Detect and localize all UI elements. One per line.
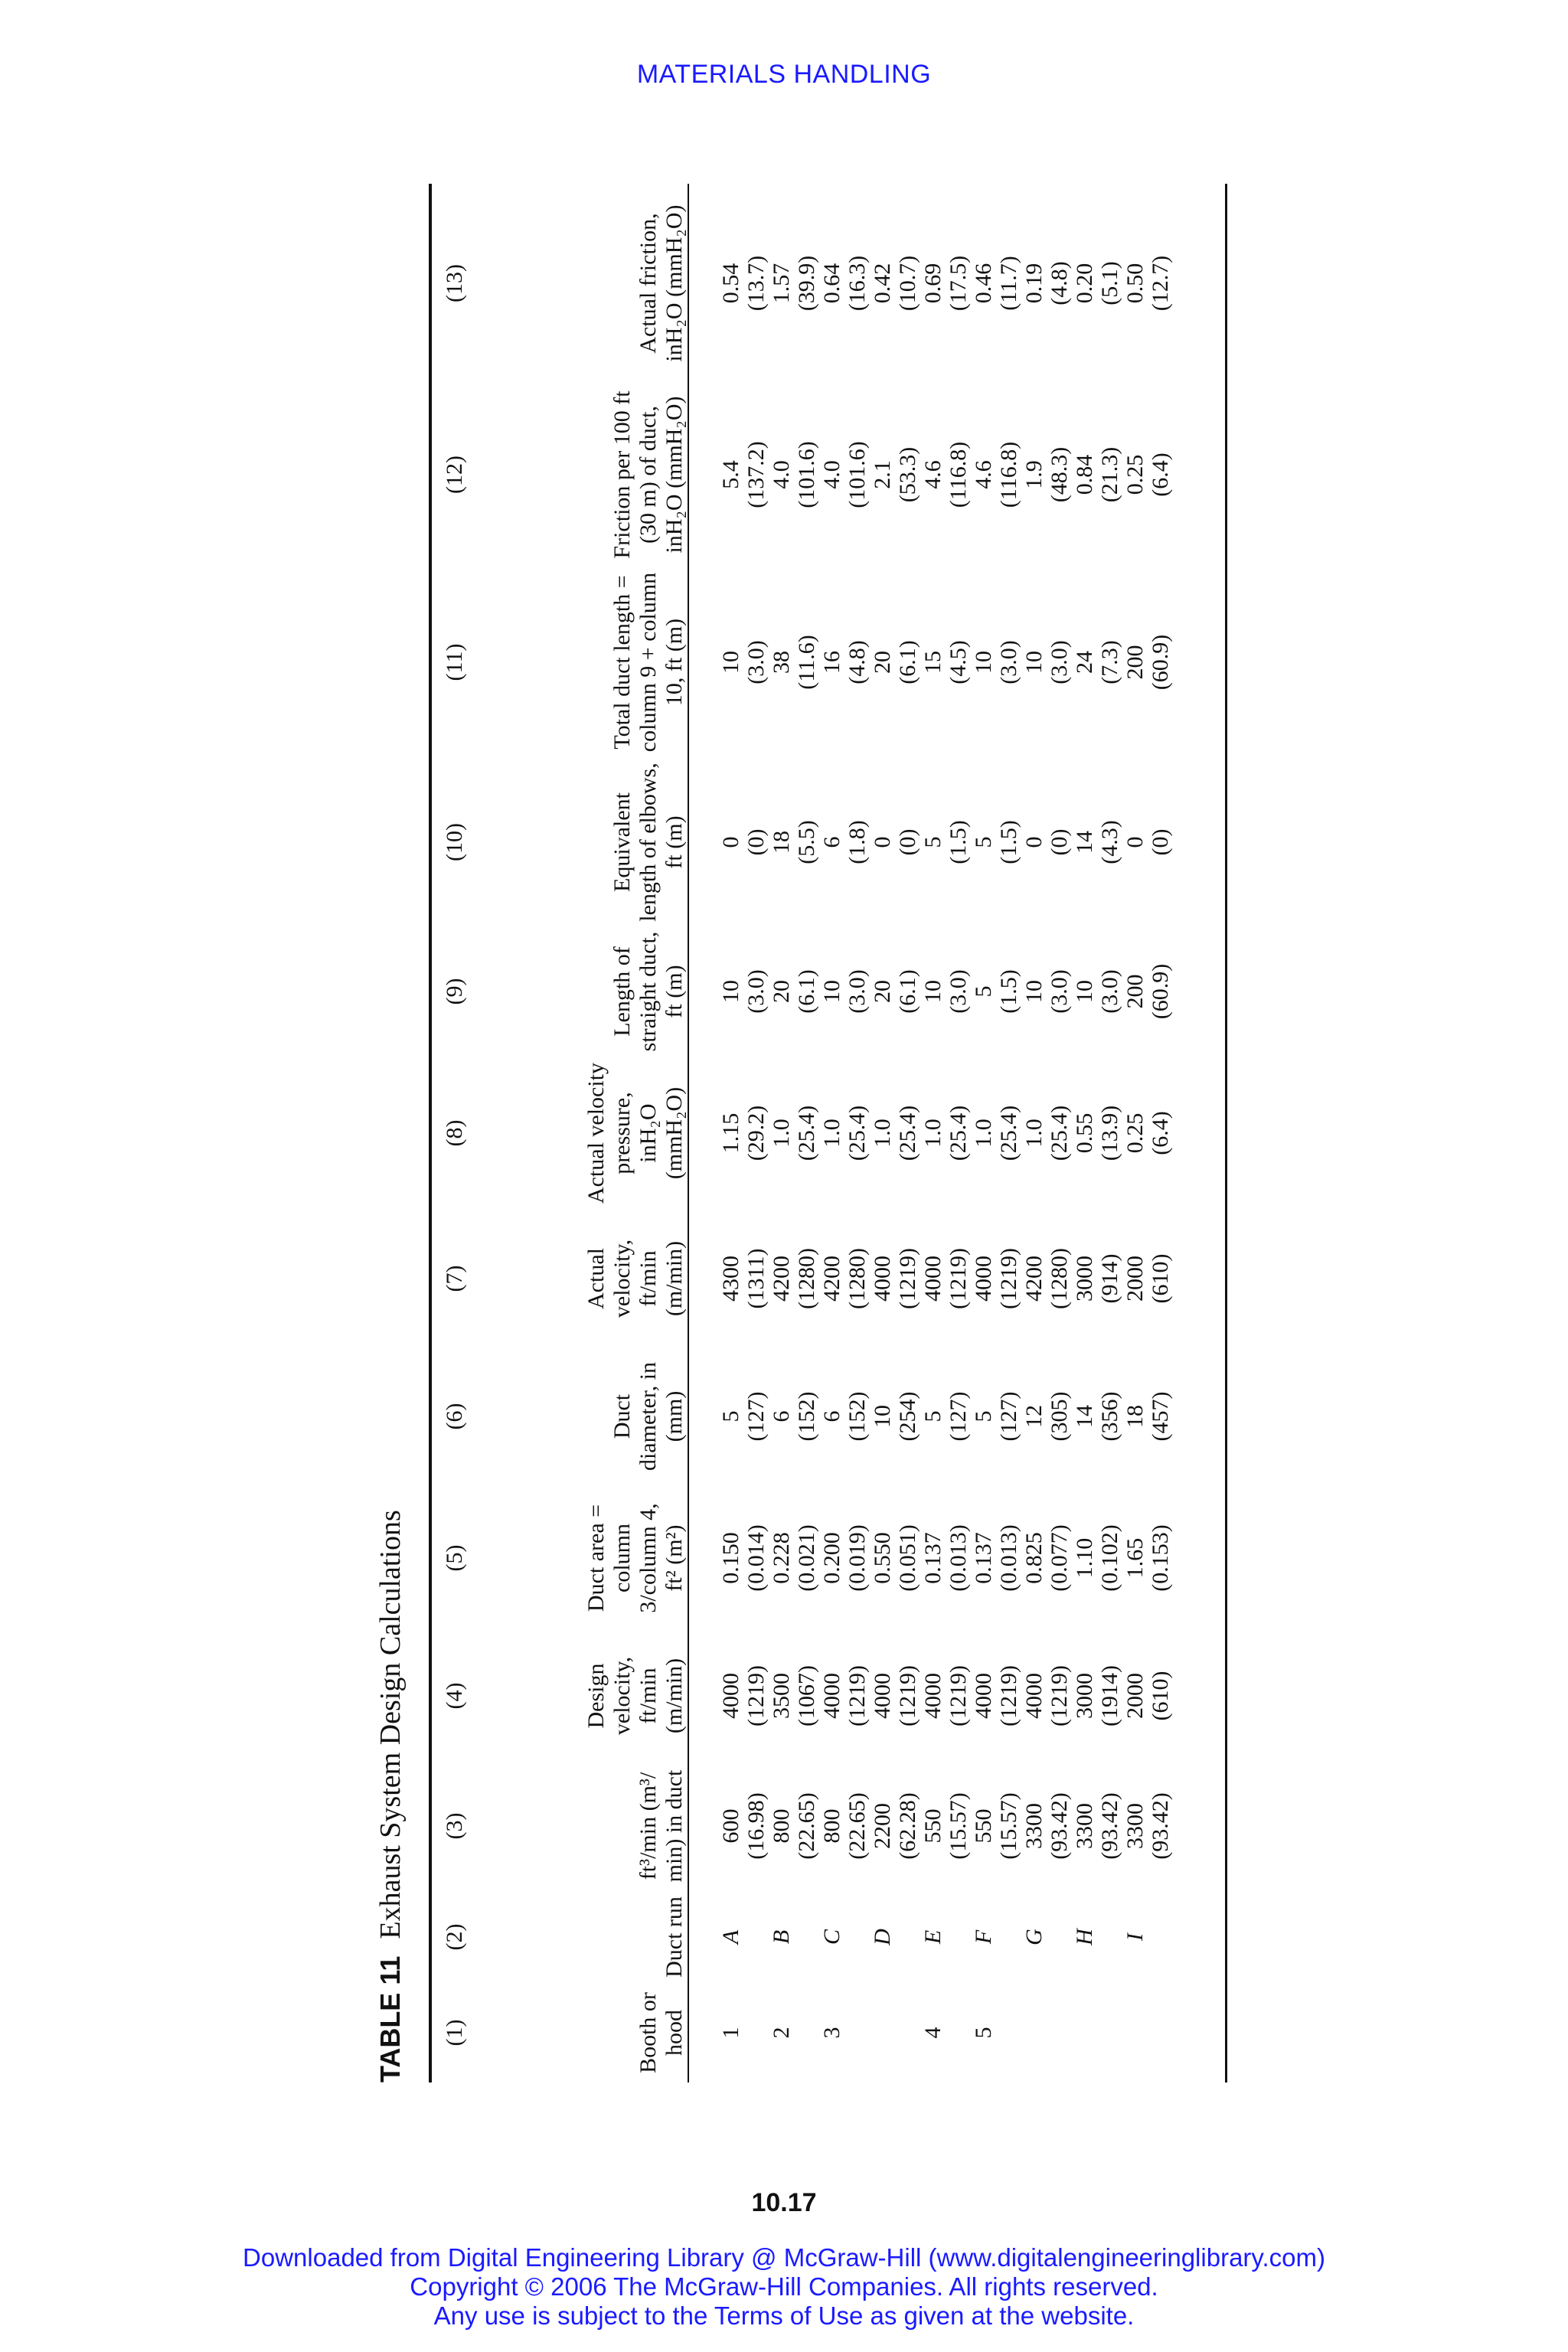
table-cell: (0.102) <box>1097 1524 1122 1592</box>
table-cell: (5.1) <box>1097 261 1122 305</box>
table-cell: 800 <box>769 1808 794 1844</box>
table-cell: 0.137 <box>920 1532 946 1584</box>
table-cell: 5.4 <box>718 460 743 489</box>
table-caption <box>368 1510 413 2082</box>
table-cell: 0.54 <box>718 263 743 304</box>
table-cell: 0.46 <box>971 263 996 304</box>
table-cell: (21.3) <box>1097 446 1122 503</box>
table-cell: 3300 <box>1072 1803 1097 1849</box>
table-cell <box>1122 1983 1148 2082</box>
table-cell: (3.0) <box>946 969 971 1014</box>
table-cell: (10.7) <box>895 255 920 312</box>
duct-run-cell <box>844 1891 870 1983</box>
table-cell <box>1148 1983 1173 2082</box>
column-number: (11) <box>442 643 467 681</box>
table-cell: (610) <box>1148 1671 1173 1721</box>
column-head-row <box>478 184 695 2082</box>
column-header: ft³/min (m³/ min) in duct <box>635 1769 687 1883</box>
table-cell: (1219) <box>996 1248 1021 1309</box>
table-cell: 10 <box>1021 980 1047 1003</box>
table-cell: 1.0 <box>819 1119 844 1148</box>
table-row <box>794 184 819 2082</box>
duct-run-cell: C <box>819 1929 844 1945</box>
table-cell: (4.3) <box>1097 820 1122 864</box>
table-cell: 14 <box>1072 831 1097 854</box>
column-header: Equivalent length of elbows, ft (m) <box>609 763 687 922</box>
table-cell: (3.0) <box>743 640 769 684</box>
table-cell: (3.0) <box>743 969 769 1014</box>
table-cell: 10 <box>819 980 844 1003</box>
table-cell: 0.19 <box>1021 263 1047 304</box>
table-cell: 5 <box>920 1410 946 1423</box>
running-head: MATERIALS HANDLING <box>636 60 932 89</box>
table-cell: 0.55 <box>1072 1112 1097 1154</box>
table-cell: 4 <box>920 2027 946 2039</box>
table-cell: 0.50 <box>1122 263 1148 304</box>
table-row <box>946 184 971 2082</box>
table-cell: (53.3) <box>895 446 920 503</box>
duct-run-cell: H <box>1072 1929 1097 1945</box>
table-cell: (254) <box>895 1391 920 1442</box>
table-cell: (1.8) <box>844 820 870 864</box>
table-cell: (22.65) <box>794 1792 819 1860</box>
table-row <box>895 184 920 2082</box>
table-cell: (22.65) <box>844 1792 870 1860</box>
column-number: (10) <box>442 823 467 861</box>
table-cell: (116.8) <box>946 441 971 508</box>
table-cell: 1.0 <box>971 1119 996 1148</box>
column-header: Actual velocity, ft/min (m/min) <box>583 1239 687 1318</box>
table-cell: 20 <box>870 980 895 1003</box>
table-cell: (3.0) <box>1047 640 1072 684</box>
column-number: (9) <box>442 978 467 1005</box>
table-cell: (4.5) <box>946 640 971 684</box>
table-cell: (3.0) <box>996 640 1021 684</box>
duct-run-cell <box>743 1891 769 1983</box>
table-cell: 4.0 <box>769 460 794 489</box>
table-cell: (93.42) <box>1097 1792 1122 1860</box>
table-cell: (1280) <box>844 1248 870 1309</box>
table-cell: 0.137 <box>971 1532 996 1584</box>
table-cell: (0.051) <box>895 1524 920 1592</box>
table-cell: (0.077) <box>1047 1524 1072 1592</box>
table-cell: (152) <box>844 1391 870 1442</box>
duct-run-cell: A <box>718 1929 743 1945</box>
table-cell: (6.1) <box>895 969 920 1014</box>
table-cell: 10 <box>920 980 946 1003</box>
table-cell: (6.4) <box>1148 1111 1173 1155</box>
table-cell: (0.153) <box>1148 1524 1173 1592</box>
table-cell: 4000 <box>819 1673 844 1719</box>
table-cell: 3500 <box>769 1673 794 1719</box>
table-cell: 5 <box>971 985 996 998</box>
table-cell: 10 <box>870 1405 895 1428</box>
table-cell: (101.6) <box>844 441 870 508</box>
table-cell: 0 <box>718 836 743 848</box>
table-cell: 2000 <box>1122 1673 1148 1719</box>
table-cell: (1219) <box>946 1248 971 1309</box>
footer-line-2: Copyright © 2006 The McGraw-Hill Companies. All rights reserved. <box>410 2272 1158 2301</box>
column-header: Actual velocity pressure, inH₂O (mmH₂O) <box>583 1062 687 1204</box>
rotated-table <box>368 184 1271 2082</box>
table-cell: (39.9) <box>794 255 819 312</box>
table-row <box>1072 184 1097 2082</box>
table-cell: 2200 <box>870 1803 895 1849</box>
table-cell: 0.25 <box>1122 1112 1148 1154</box>
table-cell: (1219) <box>946 1665 971 1726</box>
table-cell: 1.0 <box>769 1119 794 1148</box>
table-cell: (1219) <box>996 1665 1021 1726</box>
table-cell: 18 <box>1122 1405 1148 1428</box>
table-cell: (48.3) <box>1047 446 1072 503</box>
duct-run-cell: B <box>769 1929 794 1945</box>
duct-run-cell <box>996 1891 1021 1983</box>
table-cell: 1 <box>718 2027 743 2039</box>
table-body <box>695 184 1173 2082</box>
table-cell: 5 <box>971 836 996 848</box>
table-cell: 20 <box>870 651 895 674</box>
table-title: Exhaust System Design Calculations <box>374 1510 407 1939</box>
table-cell: 1.15 <box>718 1112 743 1154</box>
table-cell: 16 <box>819 651 844 674</box>
table-cell: 15 <box>920 651 946 674</box>
table-cell <box>743 1983 769 2082</box>
duct-run-cell <box>895 1891 920 1983</box>
table-cell <box>794 1983 819 2082</box>
column-number: (5) <box>442 1544 467 1572</box>
table-cell: (0.019) <box>844 1524 870 1592</box>
exhaust-design-table <box>432 184 1173 2082</box>
table-row <box>870 184 895 2082</box>
table-cell: 5 <box>920 836 946 848</box>
duct-run-cell: I <box>1122 1933 1148 1941</box>
footer-line-1[interactable]: Downloaded from Digital Engineering Library @ McGraw-Hill (www.digitalengineeringlibrary.com) <box>243 2243 1325 2272</box>
table-cell: 4.6 <box>920 460 946 489</box>
table-cell: (7.3) <box>1097 640 1122 684</box>
table-cell: 4300 <box>718 1256 743 1302</box>
table-cell <box>1047 1983 1072 2082</box>
table-cell: (11.7) <box>996 256 1021 311</box>
duct-run-cell <box>794 1891 819 1983</box>
table-cell <box>870 1983 895 2082</box>
table-cell: (127) <box>743 1391 769 1442</box>
column-number: (12) <box>442 456 467 494</box>
table-cell <box>946 1983 971 2082</box>
table-cell: (16.3) <box>844 255 870 312</box>
table-row <box>769 184 794 2082</box>
table-cell: (305) <box>1047 1391 1072 1442</box>
table-cell: 0 <box>870 836 895 848</box>
table-cell: 3000 <box>1072 1673 1097 1719</box>
table-cell: (1219) <box>844 1665 870 1726</box>
table-cell: 1.0 <box>870 1119 895 1148</box>
table-cell: (137.2) <box>743 441 769 508</box>
table-cell: 4.6 <box>971 460 996 489</box>
table-cell: 4000 <box>920 1673 946 1719</box>
table-cell: (6.4) <box>1148 452 1173 497</box>
table-cell: (0) <box>1148 828 1173 856</box>
table-row <box>1148 184 1173 2082</box>
table-cell: (4.8) <box>1047 261 1072 305</box>
table-cell: (93.42) <box>1047 1792 1072 1860</box>
table-cell: (1219) <box>743 1665 769 1726</box>
table-cell <box>1021 1983 1047 2082</box>
duct-run-cell: D <box>870 1929 895 1945</box>
column-header: Duct area = column 3/column 4, ft² (m²) <box>583 1503 687 1613</box>
table-cell: 0.550 <box>870 1532 895 1584</box>
table-cell <box>1072 1983 1097 2082</box>
table-cell: 6 <box>819 1410 844 1423</box>
table-cell: (1311) <box>743 1248 769 1309</box>
table-cell: (1219) <box>895 1665 920 1726</box>
table-cell: (0) <box>895 828 920 856</box>
table-number: TABLE 11 <box>374 1955 406 2082</box>
table-cell: 5 <box>971 2027 996 2039</box>
table-cell: 10 <box>971 651 996 674</box>
table-row <box>971 184 996 2082</box>
column-number: (4) <box>442 1682 467 1710</box>
page-number: 10.17 <box>751 2188 817 2217</box>
table-cell: 0.25 <box>1122 454 1148 495</box>
table-cell: (25.4) <box>1047 1105 1072 1161</box>
table-cell <box>844 1983 870 2082</box>
table-cell: (15.57) <box>946 1792 971 1860</box>
table-cell: (25.4) <box>946 1105 971 1161</box>
table-row <box>1021 184 1047 2082</box>
table-cell: 2000 <box>1122 1256 1148 1302</box>
table-cell: 4000 <box>971 1256 996 1302</box>
table-cell: (1067) <box>794 1665 819 1726</box>
table-cell: (1280) <box>794 1248 819 1309</box>
table-cell: (1219) <box>895 1248 920 1309</box>
table-row <box>743 184 769 2082</box>
table-cell: 10 <box>1021 651 1047 674</box>
table-cell: 6 <box>769 1410 794 1423</box>
table-cell: (101.6) <box>794 441 819 508</box>
table-cell: (1.5) <box>996 820 1021 864</box>
duct-run-cell: E <box>920 1929 946 1945</box>
table-cell: (1.5) <box>946 820 971 864</box>
table-cell: 10 <box>1072 980 1097 1003</box>
table-cell: 3300 <box>1021 1803 1047 1849</box>
table-row <box>695 184 743 2082</box>
table-cell: 4000 <box>870 1673 895 1719</box>
table-cell: (25.4) <box>844 1105 870 1161</box>
table-cell: (914) <box>1097 1253 1122 1304</box>
table-cell: (3.0) <box>1047 969 1072 1014</box>
table-cell: 1.10 <box>1072 1537 1097 1579</box>
table-cell: (11.6) <box>794 635 819 690</box>
duct-run-cell: F <box>971 1929 996 1945</box>
column-header: Actual friction, inH₂O (mmH₂O) <box>635 204 687 362</box>
table-cell: (127) <box>996 1391 1021 1442</box>
column-number: (1) <box>442 2019 467 2047</box>
table-cell: (0.013) <box>996 1524 1021 1592</box>
table-cell: 4200 <box>1021 1256 1047 1302</box>
table-cell: 550 <box>971 1808 996 1844</box>
table-cell: (116.8) <box>996 441 1021 508</box>
table-cell: 1.65 <box>1122 1537 1148 1579</box>
table-cell: 2.1 <box>870 460 895 489</box>
table-cell: 0.69 <box>920 263 946 304</box>
table-cell: 3 <box>819 2027 844 2039</box>
table-cell: 14 <box>1072 1405 1097 1428</box>
table-cell: 0.150 <box>718 1532 743 1584</box>
table-cell: 0.64 <box>819 263 844 304</box>
table-cell: (12.7) <box>1148 255 1173 312</box>
table-row <box>920 184 946 2082</box>
column-number: (8) <box>442 1119 467 1147</box>
table-cell: (4.8) <box>844 640 870 684</box>
table-cell: (3.0) <box>1097 969 1122 1014</box>
table-cell: 1.0 <box>920 1119 946 1148</box>
table-cell: 5 <box>718 1410 743 1423</box>
table-cell: 4000 <box>718 1673 743 1719</box>
table-cell: (0.021) <box>794 1524 819 1592</box>
column-header: Duct diameter, in (mm) <box>609 1361 687 1472</box>
column-header: Booth or hood <box>635 1992 687 2073</box>
table-cell: 1.9 <box>1021 460 1047 489</box>
table-cell: 0.228 <box>769 1532 794 1584</box>
table-row <box>996 184 1021 2082</box>
table-cell: 5 <box>971 1410 996 1423</box>
table-cell: 1.57 <box>769 263 794 304</box>
table-cell: 0 <box>1021 836 1047 848</box>
table-cell: (13.9) <box>1097 1105 1122 1161</box>
table-cell <box>1097 1983 1122 2082</box>
table-cell: (0) <box>743 828 769 856</box>
table-cell: 20 <box>769 980 794 1003</box>
table-row <box>1047 184 1072 2082</box>
table-cell: 0.825 <box>1021 1532 1047 1584</box>
column-header: Friction per 100 ft (30 m) of duct, inH₂O (mmH₂O) <box>609 390 687 559</box>
table-row <box>844 184 870 2082</box>
duct-run-cell <box>1148 1891 1173 1983</box>
column-header: Total duct length = column 9 + column 10, ft (m) <box>609 572 687 753</box>
table-cell: 0 <box>1122 836 1148 848</box>
table-cell: (60.9) <box>1148 634 1173 691</box>
table-cell: (17.5) <box>946 255 971 312</box>
footer <box>0 2243 1568 2331</box>
table-cell: (93.42) <box>1148 1792 1173 1860</box>
table-cell: (1.5) <box>996 969 1021 1014</box>
duct-run-cell: G <box>1021 1929 1047 1945</box>
table-cell: (1280) <box>1047 1248 1072 1309</box>
table-cell: 200 <box>1122 645 1148 680</box>
table-cell: (29.2) <box>743 1105 769 1161</box>
table-cell: (6.1) <box>794 969 819 1014</box>
table-cell: 2 <box>769 2027 794 2039</box>
column-number: (13) <box>442 264 467 302</box>
table-cell: (6.1) <box>895 640 920 684</box>
table-cell: (60.9) <box>1148 963 1173 1020</box>
table-cell: 0.42 <box>870 263 895 304</box>
table-cell: 0.84 <box>1072 454 1097 495</box>
table-cell: 10 <box>718 651 743 674</box>
table-cell: 10 <box>718 980 743 1003</box>
column-number: (2) <box>442 1923 467 1951</box>
table-row <box>1097 184 1122 2082</box>
column-header: Length of straight duct, ft (m) <box>609 931 687 1052</box>
table-cell: (13.7) <box>743 255 769 312</box>
table-cell: (15.57) <box>996 1792 1021 1860</box>
table-cell: 0.200 <box>819 1532 844 1584</box>
table-cell: (0) <box>1047 828 1072 856</box>
table-cell: (610) <box>1148 1253 1173 1304</box>
table-cell: (152) <box>794 1391 819 1442</box>
table-region <box>368 184 1271 2082</box>
table-cell: (5.5) <box>794 820 819 864</box>
table-cell: 4000 <box>971 1673 996 1719</box>
column-number-row <box>432 184 478 2082</box>
table-cell: 0.20 <box>1072 263 1097 304</box>
table-cell: 1.0 <box>1021 1119 1047 1148</box>
table-cell: 38 <box>769 651 794 674</box>
column-header: Duct run <box>662 1896 687 1978</box>
table-cell: (457) <box>1148 1391 1173 1442</box>
table-cell: (127) <box>946 1391 971 1442</box>
duct-run-cell <box>946 1891 971 1983</box>
table-cell: 3000 <box>1072 1256 1097 1302</box>
table-cell: (25.4) <box>996 1105 1021 1161</box>
table-row <box>819 184 844 2082</box>
table-cell <box>895 1983 920 2082</box>
table-cell: (356) <box>1097 1391 1122 1442</box>
table-cell: (16.98) <box>743 1792 769 1860</box>
table-cell: (25.4) <box>895 1105 920 1161</box>
column-number: (6) <box>442 1403 467 1430</box>
table-cell <box>996 1983 1021 2082</box>
table-cell: 12 <box>1021 1405 1047 1428</box>
table-cell: 3300 <box>1122 1803 1148 1849</box>
table-cell: 550 <box>920 1808 946 1844</box>
footer-line-3: Any use is subject to the Terms of Use as given at the website. <box>433 2301 1135 2330</box>
duct-run-cell <box>1047 1891 1072 1983</box>
table-cell: (1914) <box>1097 1665 1122 1726</box>
duct-run-cell <box>1097 1891 1122 1983</box>
table-cell: (3.0) <box>844 969 870 1014</box>
table-row <box>1122 184 1148 2082</box>
table-cell: (0.014) <box>743 1524 769 1592</box>
table-cell: 4200 <box>769 1256 794 1302</box>
column-number: (3) <box>442 1812 467 1840</box>
table-cell: 24 <box>1072 651 1097 674</box>
table-cell: (25.4) <box>794 1105 819 1161</box>
table-cell: 4200 <box>819 1256 844 1302</box>
table-cell: 4000 <box>1021 1673 1047 1719</box>
table-cell: (62.28) <box>895 1792 920 1860</box>
column-number: (7) <box>442 1265 467 1292</box>
table-cell: 4000 <box>920 1256 946 1302</box>
table-cell: (1219) <box>1047 1665 1072 1726</box>
table-cell: 6 <box>819 836 844 848</box>
table-cell: 200 <box>1122 974 1148 1009</box>
bottom-rule <box>1225 184 1227 2082</box>
table-cell: 4.0 <box>819 460 844 489</box>
table-cell: 4000 <box>870 1256 895 1302</box>
table-cell: 800 <box>819 1808 844 1844</box>
table-cell: 18 <box>769 831 794 854</box>
table-cell: 600 <box>718 1808 743 1844</box>
table-cell: (0.013) <box>946 1524 971 1592</box>
column-header: Design velocity, ft/min (m/min) <box>583 1656 687 1736</box>
